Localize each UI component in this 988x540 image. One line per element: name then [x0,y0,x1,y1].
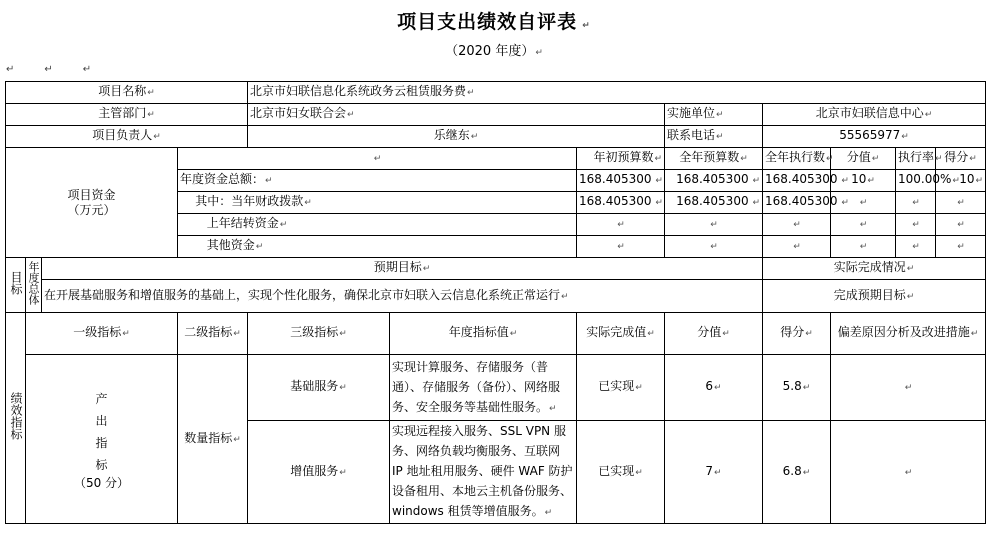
actual-completion-header: 实际完成情况↵ [763,258,986,280]
funds-label: 项目资金 （万元） [6,148,178,258]
fund-name: 其中：当年财政拨款↵ [178,192,577,214]
row-project-name [6,82,986,104]
header-score: 得分↵ [763,313,831,355]
fund-score: ↵ [936,214,986,236]
fund-score: 10↵ [936,170,986,192]
fund-name: 上年结转资金↵ [178,214,577,236]
header-target: 年度指标值↵ [390,313,577,355]
header-level3: 三级指标↵ [248,313,390,355]
fund-initial: ↵ [577,214,665,236]
fund-score-value: 10↵ [831,170,896,192]
fund-executed: ↵ [763,214,831,236]
funds-header-row [6,148,986,170]
impl-label: 实施单位↵ [665,104,763,126]
goals-header-row [6,258,986,280]
dept-value: 北京市妇女联合会↵ [248,104,665,126]
header-annual-executed: 全年执行数↵ [763,148,831,170]
header-level2: 二级指标↵ [178,313,248,355]
fund-rate: 100.00%↵ [896,170,936,192]
paragraph-marks: ↵↵↵ [6,64,122,75]
fund-score: ↵ [936,236,986,258]
fund-annual: 168.405300 ↵ [665,170,763,192]
fund-annual: ↵ [665,214,763,236]
fund-annual: 168.405300 ↵ [665,192,763,214]
phone-label: 联系电话↵ [665,126,763,148]
fund-initial: 168.405300 ↵ [577,170,665,192]
funds-blank-header: ↵ [178,148,577,170]
level1-indicator: 产出指标 （50 分） [26,355,178,524]
leader-value: 乐继东↵ [248,126,665,148]
header-score: 得分↵ [936,148,986,170]
level2-indicator: 数量指标↵ [178,355,248,524]
indicators-header-row [6,313,986,355]
expected-goal-text: 在开展基础服务和增值服务的基础上，实现个性化服务，确保北京市妇联入云信息化系统正常运行↵ [42,280,763,313]
indicator-actual: 已实现↵ [577,421,665,524]
self-evaluation-table [5,81,986,524]
fund-rate: ↵ [896,192,936,214]
indicator-actual: 已实现↵ [577,355,665,421]
header-value: 分值↵ [665,313,763,355]
page-title: 项目支出绩效自评表 ↵ [397,11,591,33]
indicator-target: 实现计算服务、存储服务（普通）、存储服务（备份）、网络服务、安全服务等基础性服务。↵ [390,355,577,421]
goal-label: 目标 [6,258,26,313]
header-level1: 一级指标↵ [26,313,178,355]
fund-annual: ↵ [665,236,763,258]
fund-name: 其他资金↵ [178,236,577,258]
fund-rate: ↵ [896,214,936,236]
fund-score-value: ↵ [831,214,896,236]
fund-score-value: ↵ [831,236,896,258]
indicator-target: 实现远程接入服务、SSL VPN 服务、网络负载均衡服务、互联网 IP 地址租用服务、硬件 WAF 防护设备租用、本地云主机备份服务、windows 租赁等增值服务。↵ [390,421,577,524]
fund-executed: ↵ [763,236,831,258]
page-subtitle: （2020 年度）↵ [445,44,543,59]
header-initial-budget: 年初预算数↵ [577,148,665,170]
row-dept [6,104,986,126]
row-leader [6,126,986,148]
fund-initial: 168.405300 ↵ [577,192,665,214]
fund-rate: ↵ [896,236,936,258]
indicator-score: 5.8↵ [763,355,831,421]
fund-score: ↵ [936,192,986,214]
goals-content-row [6,280,986,313]
leader-label: 项目负责人↵ [6,126,248,148]
fund-initial: ↵ [577,236,665,258]
phone-value: 55565977↵ [763,126,986,148]
fund-executed: 168.405300 ↵ [763,170,831,192]
project-name-value: 北京市妇联信息化系统政务云租赁服务费↵ [248,82,986,104]
impl-value: 北京市妇联信息中心↵ [763,104,986,126]
header-annual-budget: 全年预算数↵ [665,148,763,170]
project-name-label: 项目名称↵ [6,82,248,104]
expected-goal-header: 预期目标↵ [42,258,763,280]
actual-completion-text: 完成预期目标↵ [763,280,986,313]
level3-indicator: 增值服务↵ [248,421,390,524]
header-actual: 实际完成值↵ [577,313,665,355]
indicator-value: 6↵ [665,355,763,421]
indicators-section-label: 绩效指标 [6,313,26,524]
level3-indicator: 基础服务↵ [248,355,390,421]
indicator-score: 6.8↵ [763,421,831,524]
fund-score-value: ↵ [831,192,896,214]
fund-name: 年度资金总额：↵ [178,170,577,192]
indicator-reason: ↵ [831,421,986,524]
header-execution-rate: 执行率↵ [896,148,936,170]
fund-executed: 168.405300 ↵ [763,192,831,214]
header-reason: 偏差原因分析及改进措施↵ [831,313,986,355]
indicator-row [6,355,986,421]
header-score-value: 分值↵ [831,148,896,170]
overall-goal-label: 年度总体 [26,258,42,313]
indicator-reason: ↵ [831,355,986,421]
indicator-value: 7↵ [665,421,763,524]
dept-label: 主管部门↵ [6,104,248,126]
